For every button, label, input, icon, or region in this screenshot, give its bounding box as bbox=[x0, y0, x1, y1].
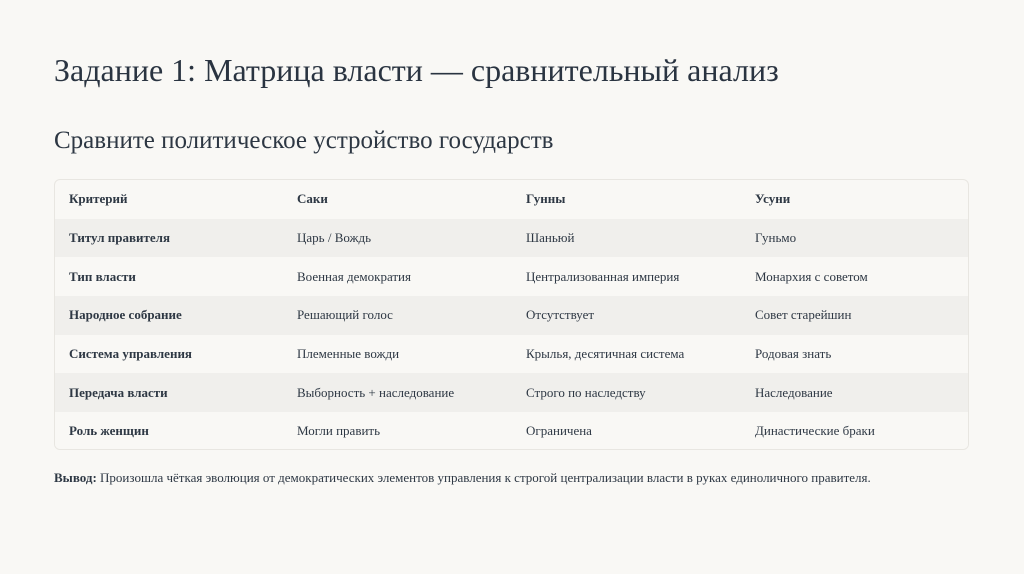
row-criterion: Передача власти bbox=[55, 373, 283, 412]
header-huns: Гунны bbox=[526, 191, 566, 207]
header-criterion: Критерий bbox=[69, 191, 128, 207]
conclusion bbox=[54, 469, 871, 487]
cell-saki: Племенные вожди bbox=[283, 335, 512, 374]
row-criterion: Тип власти bbox=[55, 257, 283, 296]
table-row bbox=[55, 412, 969, 450]
table-header-row bbox=[55, 180, 969, 219]
header-saki: Саки bbox=[297, 191, 328, 207]
comparison-table bbox=[54, 179, 969, 450]
row-criterion: Роль женщин bbox=[55, 412, 283, 450]
table-row bbox=[55, 296, 969, 335]
cell-usuns: Монархия с советом bbox=[741, 257, 969, 296]
cell-usuns: Династические браки bbox=[741, 412, 969, 450]
cell-usuns: Совет старейшин bbox=[741, 296, 969, 335]
row-criterion: Титул правителя bbox=[55, 219, 283, 258]
conclusion-text: Произошла чёткая эволюция от демократических элементов управления к строгой централизации власти в руках единоличного правителя. bbox=[96, 470, 871, 485]
cell-huns: Отсутствует bbox=[512, 296, 741, 335]
page-subtitle: Сравните политическое устройство государств bbox=[54, 127, 554, 154]
cell-saki: Выборность + наследование bbox=[283, 373, 512, 412]
page-title: Задание 1: Матрица власти — сравнительный анализ bbox=[54, 52, 779, 88]
table-row bbox=[55, 335, 969, 374]
conclusion-label: Вывод: bbox=[54, 470, 97, 485]
row-criterion: Народное собрание bbox=[55, 296, 283, 335]
cell-saki: Решающий голос bbox=[283, 296, 512, 335]
cell-huns: Централизованная империя bbox=[512, 257, 741, 296]
table-row bbox=[55, 257, 969, 296]
cell-usuns: Гуньмо bbox=[741, 219, 969, 258]
cell-saki: Могли править bbox=[283, 412, 512, 450]
cell-usuns: Родовая знать bbox=[741, 335, 969, 374]
cell-saki: Царь / Вождь bbox=[283, 219, 512, 258]
cell-huns: Строго по наследству bbox=[512, 373, 741, 412]
cell-huns: Шаньюй bbox=[512, 219, 741, 258]
row-criterion: Система управления bbox=[55, 335, 283, 374]
cell-usuns: Наследование bbox=[741, 373, 969, 412]
table-row bbox=[55, 219, 969, 258]
header-usuns: Усуни bbox=[755, 191, 791, 207]
cell-huns: Ограничена bbox=[512, 412, 741, 450]
table-row bbox=[55, 373, 969, 412]
cell-huns: Крылья, десятичная система bbox=[512, 335, 741, 374]
cell-saki: Военная демократия bbox=[283, 257, 512, 296]
